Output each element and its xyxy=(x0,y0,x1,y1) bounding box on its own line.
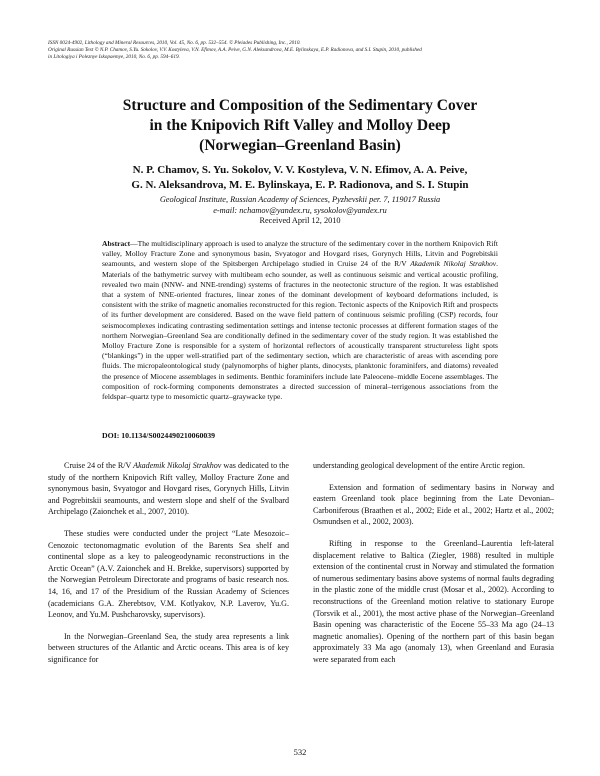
paragraph: Extension and formation of sedimentary basins in Norway and eastern Greenland took place beginning from the Late Devonian–Carboniferous (Braathen et al., 2002; Eide et al., 2002; Hartz et al., 2002; Osmundsen et al., 2002, 2003). xyxy=(313,482,554,527)
vessel-name: Akademik Nikolaj Strakhov xyxy=(133,461,222,470)
paragraph: Rifting in response to the Greenland–Laurentia left-lateral displacement relative to Baltica (Ziegler, 1988) resulted in multiple extension of the continental crust in Norway and stimulated the formation of numerous sedimentary basins above systems of normal faults degrading in the plastic zone of the middle crust (Mosar et al., 2002). According to reconstructions of the Greenland motion relative to stationary Europe (Torsvik et al., 2001), the most active phase of the Norwegian–Greenland Basin opening was characteristic of the Eocene 55–33 Ma ago (24–13 magnetic anomalies). Opening of the northern part of this basin began approximately 33 Ma ago (anomaly 13), when Greenland and Eurasia were separated from each xyxy=(313,538,554,664)
contact-email: e-mail: nchamov@yandex.ru, sysokolov@yandex.ru xyxy=(213,205,387,215)
authors-line-1: N. P. Chamov, S. Yu. Sokolov, V. V. Kostyleva, V. N. Efimov, A. A. Peive, xyxy=(132,164,468,176)
abstract-label: Abstract xyxy=(102,239,131,248)
body-column-left xyxy=(48,460,289,676)
abstract xyxy=(102,239,498,402)
header-line-source: in Litologiya i Poleznye Iskopaemye, 2010, No. 6, pp. 594–619. xyxy=(48,54,180,60)
title-line-2: in the Knipovich Rift Valley and Molloy Deep xyxy=(149,117,451,134)
article-title xyxy=(48,96,552,156)
abstract-text-part-1: —The multidisciplinary approach is used to analyze the structure of the sedimentary cover in the northern Knipovich Rift valley, Molloy Fracture Zone and synonymous basin, Svyatogor and Hovgard rises, Gorynych Hills, Litvin and Pogrebitskii seamounts, and western slope of the Spitsbergen Archipelago studied in Cruise 24 of the R/V xyxy=(102,239,498,269)
header-line-original: Original Russian Text © N.P. Chamov, S.Yu. Sokolov, V.V. Kostyleva, V.N. Efimov, A.A. Peive, G.N. Aleksandrova, M.E. Bylinskaya, E.P. Radionova, and S.I. Stupin, 2010, published xyxy=(48,47,422,53)
paragraph-text: Cruise 24 of the R/V xyxy=(64,461,134,470)
page-number: 532 xyxy=(293,747,307,757)
paragraph-text: was dedicated to the study of the northern Knipovich Rift valley, Molloy Fracture Zone and synonymous basin, Svyatogor and Hovgard rises, Gorynych Hills, Litvin and Pogrebitskii seamounts, and western slope and shelf of the Svalbard Archipelago (Zaionchek et al., 2007, 2010). xyxy=(48,461,290,517)
abstract-vessel-name: Akademik Nikolaj Strakhov xyxy=(410,259,497,269)
abstract-text-part-2: . Materials of the bathymetric survey with multibeam echo sounder, as well as continuous seismic and vertical acoustic profiling, revealed two main (NNW- and NNE-trending) systems of fractures in the neotectonic structure of the region. It was established that a system of NNE-oriented fractures, linear zones of the dominant development of keyboard deformations included, is consistent with the strike of magnetic anomalies reconstructed for this region. Tectonic aspects of the Knipovich Rift and prospects of its further development are considered. Based on the wave field pattern of continuous seismic profiling (CSP) records, four seismocomplexes indicating contrasting sedimentation settings and intense tectonic processes at different formation stages of the northern Norwegian–Greenland Sea are conditionally defined in the sedimentary cover of the study region. It was established the Molloy Fracture Zone is responsible for a system of horizontal reflectors of acoustically transparent structureless light spots (“blankings”) in the upper well-stratified part of the sedimentary section, which are characteristic of areas with ascending pore fluids. The micropaleontological study (palynomorphs of higher plants, dinocysts, planktonic foraminifers, and diatoms) revealed the presence of Miocene assemblages in sediments. Benthic foraminifers include late Paleocene–middle Eocene assemblages. The composition of rock-forming components demonstrates a directed succession of mineral–terrigenous associations from the feldspar–quartz type to mesomictic quartz–graywacke type. xyxy=(102,259,498,402)
paragraph xyxy=(48,460,289,518)
title-line-3: (Norwegian–Greenland Basin) xyxy=(199,137,401,154)
received-date: Received April 12, 2010 xyxy=(259,216,341,225)
body-column-right xyxy=(313,460,554,676)
institute-address: Geological Institute, Russian Academy of Sciences, Pyzhevskii per. 7, 119017 Russia xyxy=(159,195,441,204)
paragraph: These studies were conducted under the project “Late Mesozoic–Cenozoic tectonomagmatic evolution of the Barents Sea shelf and continental slope as a key to paleogeodynamic reconstructions in the Arctic Ocean” (A.V. Zaionchek and H. Brekke, supervisors) supported by the Norwegian Petroleum Directorate and programs of basic research nos. 14, 16, and 17 of the Presidium of the Russian Academy of Sciences (academicians G.A. Zherebtsov, V.M. Kotlyakov, N.P. Laverov, Yu.G. Leonov, and Yu.M. Pushcharovsky, supervisors). xyxy=(48,528,289,620)
author-list xyxy=(48,163,552,193)
authors-line-2: G. N. Aleksandrova, M. E. Bylinskaya, E. P. Radionova, and S. I. Stupin xyxy=(131,179,469,191)
affiliation-block xyxy=(48,195,552,227)
header-line-issn: ISSN 0024-4902, Lithology and Mineral Resources, 2010, Vol. 45, No. 6, pp. 532–554. © Pleiades Publishing, Inc., 2010. xyxy=(48,40,301,46)
doi[interactable]: DOI: 10.1134/S0024490210060039 xyxy=(102,431,216,440)
publication-header xyxy=(48,40,558,61)
paragraph: In the Norwegian–Greenland Sea, the study area represents a link between structures of the Atlantic and Arctic oceans. This area is of key significance for xyxy=(48,631,289,664)
paragraph: understanding geological development of the entire Arctic region. xyxy=(313,461,525,470)
title-line-1: Structure and Composition of the Sedimentary Cover xyxy=(122,97,478,114)
